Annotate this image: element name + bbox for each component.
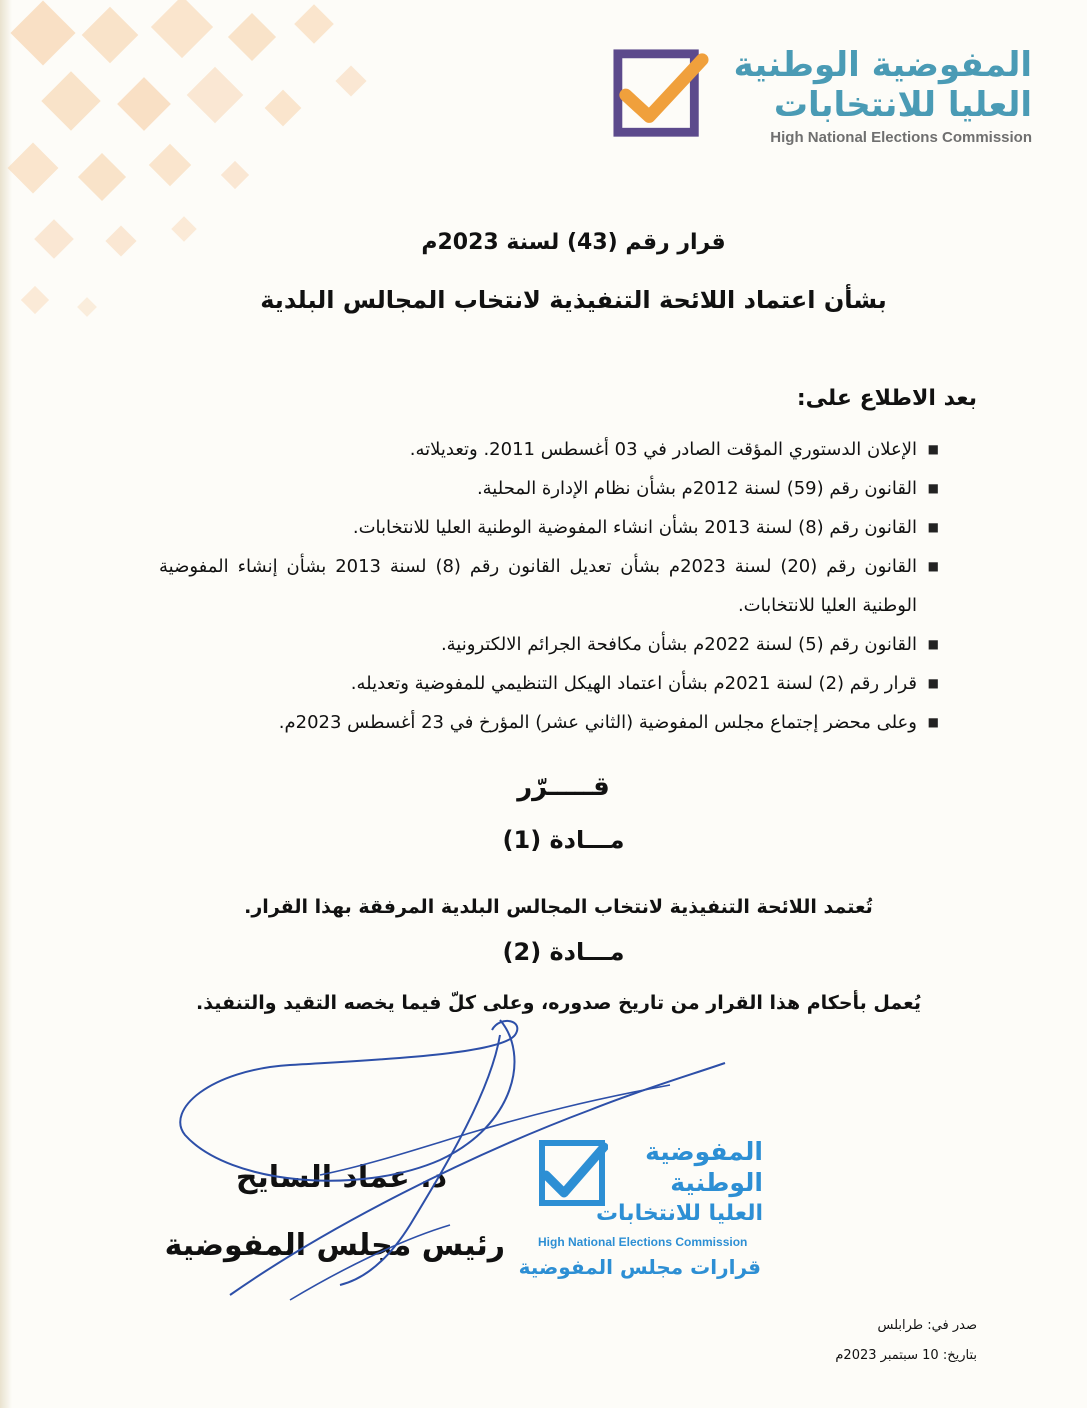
- preamble-item: ■ القانون رقم (59) لسنة 2012م بشأن نظام الإدارة المحلية.: [159, 469, 939, 508]
- article2-text: يُعمل بأحكام هذا القرار من تاريخ صدوره، وعلى كلّ فيما يخصه التقيد والتنفيذ.: [196, 992, 921, 1014]
- preamble-item: ■ القانون رقم (8) لسنة 2013 بشأن انشاء المفوضية الوطنية العليا للانتخابات.: [159, 508, 939, 547]
- issuance-date: بتاريخ: 10 سبتمبر 2023م: [835, 1348, 977, 1363]
- logo-arabic-line2: العليا للانتخابات: [773, 85, 1032, 125]
- article1-text: تُعتمد اللائحة التنفيذية لانتخاب المجالس البلدية المرفقة بهذا القرار.: [244, 896, 873, 918]
- stamp-line2: الوطنية: [670, 1168, 763, 1197]
- preamble-item: ■ القانون رقم (20) لسنة 2023م بشأن تعديل القانون رقم (8) لسنة 2013 بشأن إنشاء المفوضية الوطنية العليا للانتخابات.: [159, 547, 939, 625]
- signatory-name: د. عماد السايح: [235, 1160, 447, 1195]
- issuance-place: صدر في: طرابلس: [877, 1318, 977, 1333]
- preamble-list: [159, 430, 939, 742]
- preamble-intro: بعد الاطلاع على:: [796, 386, 977, 411]
- decorative-squares-pattern: [0, 0, 420, 380]
- signatory-title: رئيس مجلس المفوضية: [164, 1228, 505, 1263]
- preamble-item: ■ قرار رقم (2) لسنة 2021م بشأن اعتماد الهيكل التنظيمي للمفوضية وتعديله.: [159, 664, 939, 703]
- bullet-icon: ■: [927, 715, 939, 729]
- commission-logo-header: [612, 45, 1032, 155]
- article2-heading: مـــادة (2): [502, 938, 625, 966]
- stamp-line4: قرارات مجلس المفوضية: [518, 1255, 761, 1279]
- bullet-icon: ■: [927, 637, 939, 651]
- stamp-english-name: High National Elections Commission: [538, 1235, 748, 1249]
- preamble-item: ■ الإعلان الدستوري المؤقت الصادر في 03 أغسطس 2011. وتعديلاته.: [159, 430, 939, 469]
- handwritten-signature: [170, 1015, 730, 1305]
- preamble-item: ■ القانون رقم (5) لسنة 2022م بشأن مكافحة الجرائم الالكترونية.: [159, 625, 939, 664]
- checkmark-logo-icon: [612, 45, 710, 145]
- bullet-icon: ■: [927, 676, 939, 690]
- bullet-icon: ■: [927, 559, 939, 573]
- decision-subject: بشأن اعتماد اللائحة التنفيذية لانتخاب المجالس البلدية: [260, 286, 887, 314]
- logo-arabic-line1: المفوضية الوطنية: [733, 45, 1032, 85]
- bullet-icon: ■: [927, 442, 939, 456]
- preamble-item: ■ وعلى محضر إجتماع مجلس المفوضية (الثاني عشر) المؤرخ في 23 أغسطس 2023م.: [159, 703, 939, 742]
- decides-heading: قـــــرّر: [517, 772, 610, 802]
- article1-heading: مـــادة (1): [502, 826, 625, 854]
- decision-title: قرار رقم (43) لسنة 2023م: [421, 230, 726, 255]
- stamp-line1: المفوضية: [645, 1137, 763, 1166]
- bullet-icon: ■: [927, 481, 939, 495]
- logo-english-name: High National Elections Commission: [770, 129, 1032, 146]
- bullet-icon: ■: [927, 520, 939, 534]
- stamp-line3: العليا للانتخابات: [595, 1201, 763, 1226]
